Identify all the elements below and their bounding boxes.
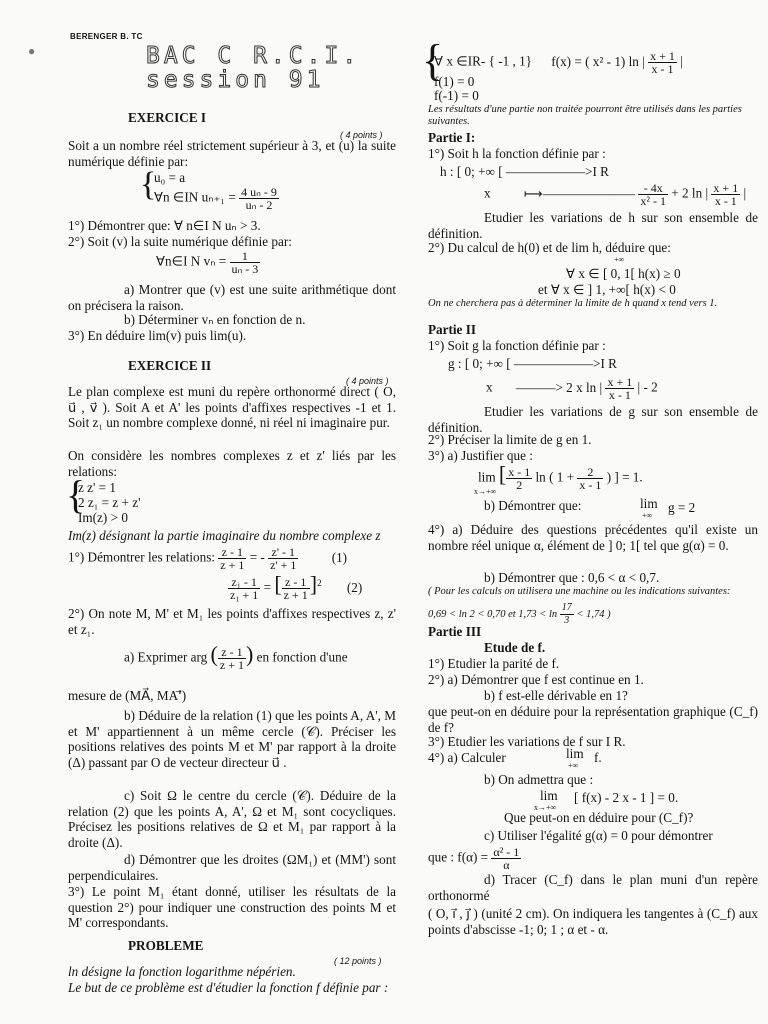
- prob-goal: Le but de ce problème est d'étudier la fonction f définie par :: [68, 980, 389, 995]
- ex1-v-den: uₙ - 3: [231, 262, 259, 276]
- ex1-q3: 3°) En déduire lim(v) puis lim(u).: [68, 328, 247, 343]
- part2-variations: Etudier les variations de g sur son ensemble de définition.: [428, 404, 758, 435]
- part2-q3b-end: g = 2: [668, 500, 696, 515]
- f-at-1: f(1) = 0: [434, 74, 475, 89]
- h-abs-close: |: [740, 185, 747, 201]
- part1-title: Partie I:: [428, 130, 476, 145]
- ex1-rec-num: 4 uₙ - 9: [241, 185, 277, 199]
- part3-q4c: c) Utiliser l'égalité g(α) = 0 pour démontrer: [484, 828, 713, 843]
- part3-title: Partie III: [428, 624, 482, 639]
- ex2-rel1: z z' = 1: [78, 480, 117, 495]
- part3-q4-lim: lim: [566, 746, 584, 761]
- part3-q2b: b) f est-elle dérivable en 1?: [484, 688, 628, 703]
- ex2-r1-d1: z + 1: [220, 558, 245, 572]
- part1-q2-sub: +∞: [614, 255, 625, 264]
- prob-ln-note: ln désigne la fonction logarithme népérien.: [68, 964, 296, 979]
- ex1-u0: u₀ = a: [154, 170, 186, 185]
- g-mapping: [486, 376, 658, 401]
- h-frac1-d: x² - 1: [640, 194, 666, 208]
- h-x: x: [484, 185, 491, 201]
- part2-q2: 2°) Préciser la limite de g en 1.: [428, 432, 592, 447]
- prob-title: PROBLEME: [128, 938, 204, 953]
- part2-lim-mid: ln ( 1 +: [535, 469, 575, 485]
- part2-lim-d1: 2: [516, 478, 523, 492]
- part2-lim-sub: x→+∞: [474, 487, 497, 496]
- part2-q3: 3°) a) Justifier que :: [428, 448, 533, 463]
- ex1-v-num: 1: [230, 250, 261, 263]
- part2-lim-frac1: [506, 466, 532, 491]
- part3-q4-sub: +∞: [568, 761, 579, 770]
- ex2-r2-tag: (2): [346, 579, 363, 595]
- ex2-rel3: Im(z) > 0: [78, 510, 128, 525]
- ex2-r2-rbracket: ]: [309, 571, 318, 597]
- h-plus: + 2 ln |: [671, 185, 709, 201]
- ex2-relation-2: [228, 571, 363, 602]
- part2-q3b-sub: +∞: [642, 511, 653, 520]
- ex2-q3: 3°) Le point M₁ étant donné, utiliser les résultats de la question 2°) pour indiquer une construction des points M et M' correspondants.: [68, 884, 396, 931]
- part2-calc-d: 3: [564, 615, 570, 626]
- part3-q4b-lim: lim: [540, 788, 558, 803]
- part1-variations: Etudier les variations de h sur son ensemble de définition.: [428, 210, 758, 241]
- ex1-v-frac: [230, 250, 261, 275]
- prob-points: ( 12 points ): [334, 956, 382, 966]
- part2-lbracket: [: [498, 461, 507, 487]
- h-mapping: [484, 182, 746, 207]
- right-column: [422, 0, 758, 1024]
- part3-q4c-eq: [428, 846, 521, 871]
- part1-ineq2: et ∀ x ∈ ] 1, +∞[ h(x) < 0: [538, 282, 676, 297]
- ex1-title: EXERCICE I: [128, 110, 207, 125]
- left-column: [68, 0, 396, 1024]
- h-frac2-d: x - 1: [714, 194, 737, 208]
- ex1-q1: 1°) Démontrer que: ∀ n∈I N uₙ > 3.: [68, 218, 261, 233]
- part2-calc-n: 17: [561, 602, 572, 613]
- part2-lim-d2: x - 1: [579, 478, 602, 492]
- f-frac-d: x - 1: [651, 62, 674, 76]
- part2-lim: lim: [478, 469, 496, 485]
- part1-q1: 1°) Soit h la fonction définie par :: [428, 146, 606, 161]
- ex1-rec-den: uₙ - 2: [245, 198, 273, 212]
- part2-q3b: b) Démontrer que:: [484, 498, 582, 513]
- f-at-minus-1: f(-1) = 0: [434, 88, 479, 103]
- part2-calc-note: ( Pour les calculs on utilisera une machine ou les indications suivantes:: [428, 586, 731, 597]
- ex2-q2a-lparen: (: [210, 641, 218, 667]
- title-line-2: session 91: [146, 67, 325, 93]
- ex2-q2a-measure: mesure de (MA⃗, MA'⃗): [68, 688, 187, 703]
- g-tail: | - 2: [637, 379, 658, 395]
- ex2-r2-exp: 2: [317, 578, 322, 589]
- part2-lim-n1: x - 1: [508, 465, 531, 479]
- h-frac2: [711, 182, 740, 207]
- part3-q4c-n: α² - 1: [493, 845, 520, 859]
- ex2-r2-n1: z₁ - 1: [228, 576, 260, 589]
- ex2-title: EXERCICE II: [128, 358, 212, 373]
- ex2-rel2: 2 z₁ = z + z': [78, 495, 141, 510]
- ex2-q2a: [124, 641, 348, 672]
- part2-calc-end: < 1,74 ): [576, 608, 611, 620]
- ex2-r1-mid: = -: [249, 549, 265, 565]
- f-frac-n: x + 1: [650, 49, 675, 63]
- f-brace: {: [422, 36, 444, 85]
- part3-q4: 4°) a) Calculer: [428, 750, 506, 765]
- ex1-v-def: [156, 250, 260, 275]
- g-x: x: [486, 379, 493, 395]
- f-expr: f(x) = ( x² - 1) ln |: [551, 53, 645, 69]
- h-frac1-n: - 4x: [638, 182, 668, 195]
- part3-q4b-question: Que peut-on en déduire pour (C_f)?: [504, 810, 694, 825]
- part3-q3: 3°) Etudier les variations de f sur I R.: [428, 734, 626, 749]
- part3-q4d2: ( O, i⃗ , j⃗ ) (unité 2 cm). On indiquera les tangentes à (C_f) aux points d'abscisse -1; 0; 1 ; α et - α.: [428, 906, 758, 937]
- f-domain: ∀ x ∈IR- { -1 , 1}: [434, 53, 532, 69]
- ex1-brace: {: [140, 166, 157, 203]
- h-frac1: [638, 182, 668, 207]
- ex2-q2b: b) Déduire de la relation (1) que les points A, A', M et M' appartiennent à un même cercle (𝒞). Préciser les positions relatives des points M et M' par rapport à la droite (Δ) passant par O de vecteur directeur u⃗ .: [68, 708, 396, 770]
- ex2-r2-d1: z₁ + 1: [230, 588, 259, 602]
- part3-q4b: b) On admettra que :: [484, 772, 594, 787]
- ex2-q2a-pre: a) Exprimer arg: [124, 649, 208, 665]
- part2-lim-end: ) ] = 1.: [606, 469, 643, 485]
- ex2-r2-frac2: [282, 576, 310, 601]
- part2-q4: 4°) a) Déduire des questions précédentes qu'il existe un nombre réel unique α, élément de ] 0; 1[ tel que g(α) = 0.: [428, 522, 758, 553]
- ex2-r2-d2: z + 1: [283, 588, 308, 602]
- ex2-q2a-d: z + 1: [219, 658, 244, 672]
- ex2-r1-d2: z' + 1: [270, 558, 297, 572]
- ex1-q2a: a) Montrer que (v) est une suite arithmétique dont on précisera la raison.: [68, 282, 396, 313]
- ex2-r2-mid: =: [263, 579, 272, 595]
- part3-q2c: que peut-on en déduire pour la représentation graphique (C_f) de f?: [428, 704, 758, 735]
- part2-q1: 1°) Soit g la fonction définie par :: [428, 338, 606, 353]
- part3-q1: 1°) Etudier la parité de f.: [428, 656, 560, 671]
- title-line-1: BAC C R.C.I.: [146, 43, 361, 69]
- part3-q4b-expr: [ f(x) - 2 x - 1 ] = 0.: [574, 790, 679, 805]
- ex2-q2c: c) Soit Ω le centre du cercle (𝒞). Déduire de la relation (2) que les points A, A', Ω et M₁ sont cocycliques. Précisez les positions relatives de Ω et M₁ par rapport à la droite (Δ).: [68, 788, 396, 850]
- part2-limit: [478, 461, 643, 492]
- margin-mark: ●: [28, 44, 36, 58]
- ex2-r1-n2: z' - 1: [268, 546, 298, 559]
- ex2-intro2: On considère les nombres complexes z et z' liés par les relations:: [68, 448, 396, 479]
- part3-q4d: d) Tracer (C_f) dans le plan muni d'un repère orthonormé: [428, 872, 758, 903]
- ex1-intro: Soit a un nombre réel strictement supérieur à 3, et (u) la suite numérique définie par:: [68, 138, 396, 169]
- part3-subtitle: Etude de f.: [484, 640, 546, 655]
- ex1-recurrence: [154, 186, 279, 211]
- f-frac: [648, 50, 677, 75]
- ex2-r1-frac1: [218, 546, 246, 571]
- part3-q4c-lhs: que : f(α) =: [428, 849, 489, 865]
- g-frac-d: x - 1: [608, 388, 631, 402]
- ex2-q2: 2°) On note M, M' et M₁ les points d'affixes respectives z, z' et z₁.: [68, 606, 396, 637]
- h-arrow: ⟼———————: [523, 185, 636, 201]
- part1-note: On ne cherchera pas à déterminer la limite de h quand x tend vers 1.: [428, 298, 718, 309]
- ex2-relation-1: [68, 546, 347, 571]
- results-note: Les résultats d'une partie non traitée pourront être utilisés dans les parties suivantes.: [428, 104, 742, 127]
- ex2-q2a-frac: [218, 646, 246, 671]
- ex2-points: ( 4 points ): [346, 376, 389, 386]
- f-abs-close: |: [676, 53, 683, 69]
- ex2-q2a-post: en fonction d'une: [256, 649, 348, 665]
- ex2-brace: {: [66, 472, 86, 517]
- author-label: BERENGER B. TC: [70, 32, 143, 41]
- ex2-q2a-n: z - 1: [218, 646, 246, 659]
- h-frac2-n: x + 1: [713, 181, 739, 195]
- g-map: ———> 2 x ln |: [515, 379, 603, 395]
- part2-calc-vals: 0,69 < ln 2 < 0,70 et 1,73 < ln: [428, 608, 558, 620]
- g-frac: [605, 376, 634, 401]
- ex1-rec-lhs: ∀n ∈IN uₙ₊₁ =: [154, 189, 236, 205]
- f-definition: [434, 50, 683, 75]
- part2-q4b: b) Démontrer que : 0,6 < α < 0,7.: [484, 570, 660, 585]
- part1-q2: 2°) Du calcul de h(0) et de lim h, déduire que:: [428, 240, 671, 255]
- part2-q3b-lim: lim: [640, 496, 658, 511]
- part3-q2: 2°) a) Démontrer que f est continue en 1.: [428, 672, 644, 687]
- part3-q4b-sub: x→+∞: [534, 803, 557, 812]
- ex1-rec-frac: [239, 186, 279, 211]
- ex2-intro: Le plan complexe est muni du repère orthonormé direct ( O, u⃗ , v⃗ ). Soit A et A' les points d'affixes respectives -1 et 1. Soit z₁ un nombre complexe donné, ni réel ni imaginaire pur.: [68, 384, 396, 431]
- h-definition: h : [ 0; +∞ [ ——————>I R: [440, 164, 609, 179]
- ex2-r1-frac2: [268, 546, 298, 571]
- g-definition: g : [ 0; +∞ [ ——————>I R: [448, 356, 617, 371]
- ex1-points: ( 4 points ): [340, 130, 383, 140]
- g-frac-n: x + 1: [607, 375, 633, 389]
- part2-lim-n2: 2: [577, 466, 603, 479]
- part3-q4c-frac: [491, 846, 521, 871]
- ex2-q2d: d) Démontrer que les droites (ΩM₁) et (MM') sont perpendiculaires.: [68, 852, 396, 883]
- ex2-q1-lhs: 1°) Démontrer les relations:: [68, 549, 215, 565]
- part2-lim-frac2: [577, 466, 603, 491]
- ex2-im-note: Im(z) désignant la partie imaginaire du nombre complexe z: [68, 528, 381, 543]
- part1-ineq1: ∀ x ∈ [ 0, 1[ h(x) ≥ 0: [566, 266, 681, 281]
- ex2-r2-frac1: [228, 576, 260, 601]
- ex2-r1-n1: z - 1: [218, 546, 246, 559]
- ex2-r1-tag: (1): [331, 549, 348, 565]
- ex1-q2b: b) Déterminer vₙ en fonction de n.: [124, 312, 306, 327]
- part2-calc-frac: [560, 602, 574, 627]
- ex2-r2-n2: z - 1: [282, 576, 310, 589]
- ex2-r2-lbracket: [: [274, 571, 282, 597]
- ex1-q2: 2°) Soit (v) la suite numérique définie par:: [68, 234, 292, 249]
- part3-q4c-d: α: [503, 858, 510, 872]
- ex1-v-lhs: ∀n∈I N vₙ =: [156, 253, 227, 269]
- part3-q4-end: f.: [594, 750, 602, 765]
- ex2-q2a-rparen: ): [245, 641, 254, 667]
- part2-title: Partie II: [428, 322, 476, 337]
